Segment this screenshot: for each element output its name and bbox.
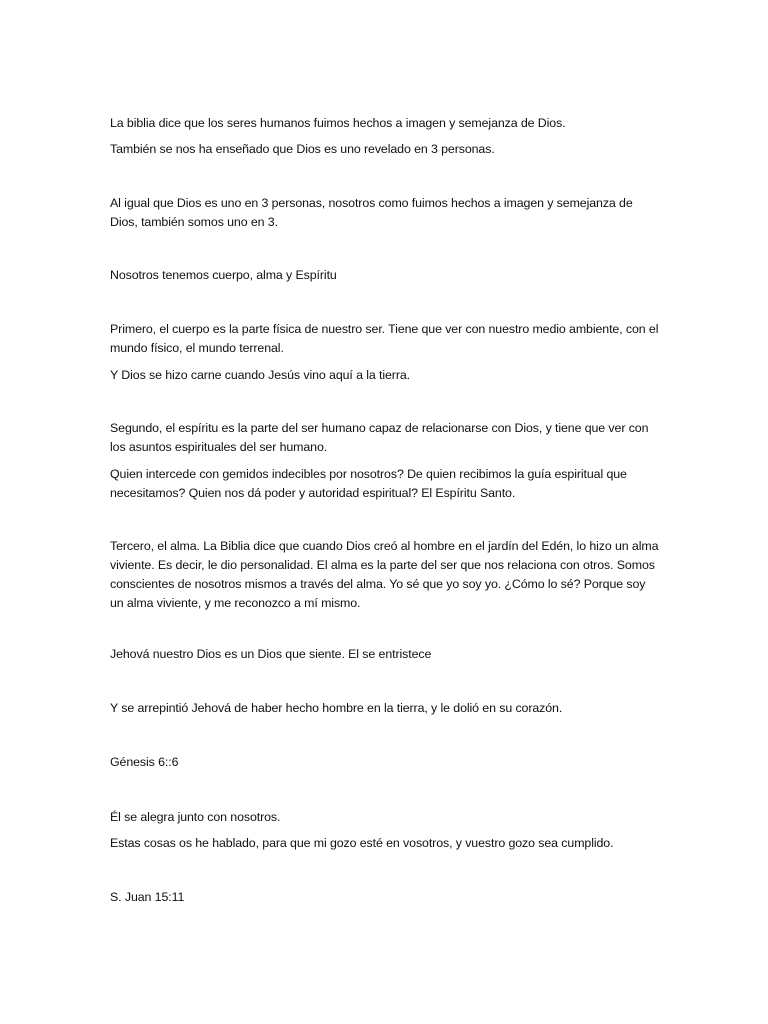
paragraph-15: S. Juan 15:11: [110, 890, 185, 904]
paragraph-3: Al igual que Dios es uno en 3 personas, nosotros como fuimos hechos a imagen y semejanza de Dios, también somos uno en 3.: [110, 196, 633, 229]
paragraph-4: Nosotros tenemos cuerpo, alma y Espíritu: [110, 268, 337, 282]
paragraph-13: Él se alegra junto con nosotros.: [110, 810, 281, 824]
paragraph-2: También se nos ha enseñado que Dios es uno revelado en 3 personas.: [110, 142, 495, 156]
paragraph-1: La biblia dice que los seres humanos fuimos hechos a imagen y semejanza de Dios.: [110, 116, 566, 130]
paragraph-14: Estas cosas os he hablado, para que mi gozo esté en vosotros, y vuestro gozo sea cumplido.: [110, 836, 614, 850]
paragraph-5: Primero, el cuerpo es la parte física de nuestro ser. Tiene que ver con nuestro medio ambiente, con el mundo físico, el mundo terrenal.: [110, 322, 659, 355]
paragraph-10: Jehová nuestro Dios es un Dios que siente. El se entristece: [110, 647, 432, 661]
paragraph-12: Génesis 6::6: [110, 755, 179, 769]
paragraph-9: Tercero, el alma. La Biblia dice que cuando Dios creó al hombre en el jardín del Edén, lo hizo un alma viviente. Es decir, le dio personalidad. El alma es la parte del ser que nos relaciona con otros. Somos conscientes de nosotros mismos a través del alma. Yo sé que yo soy yo. ¿Cómo lo sé? Porque soy un alma viviente, y me reconozco a mí mismo.: [110, 539, 659, 610]
paragraph-8: Quien intercede con gemidos indecibles por nosotros? De quien recibimos la guía espiritual que necesitamos? Quien nos dá poder y autoridad espiritual? El Espíritu Santo.: [110, 467, 627, 500]
paragraph-11: Y se arrepintió Jehová de haber hecho hombre en la tierra, y le dolió en su corazón.: [110, 701, 563, 715]
paragraph-7: Segundo, el espíritu es la parte del ser humano capaz de relacionarse con Dios, y tiene que ver con los asuntos espirituales del ser humano.: [110, 421, 649, 454]
paragraph-6: Y Dios se hizo carne cuando Jesús vino aquí a la tierra.: [110, 368, 410, 382]
